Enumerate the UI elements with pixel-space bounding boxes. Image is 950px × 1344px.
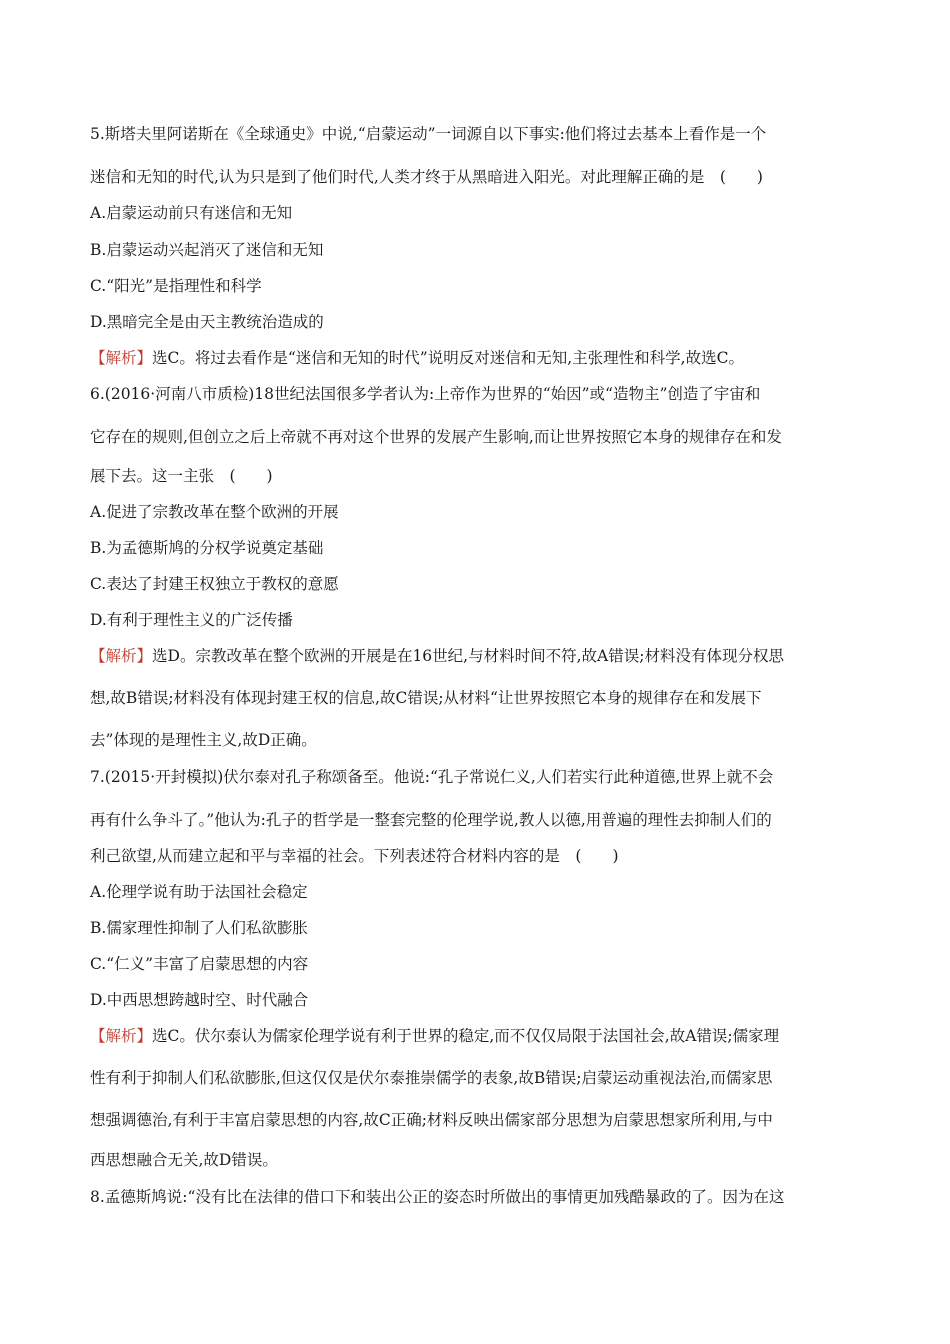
q7-option-b: B.儒家理性抑制了人们私欲膨胀 — [90, 919, 308, 937]
q6-analysis-text: 选D。宗教改革在整个欧洲的开展是在16世纪,与材料时间不符,故A错误;材料没有体现分权思 — [152, 647, 784, 665]
analysis-tag: 【解析】 — [90, 1027, 153, 1045]
q7-analysis-line-2: 性有利于抑制人们私欲膨胀,但这仅仅是伏尔泰推崇儒学的表象,故B错误;启蒙运动重视法治,而儒家思 — [90, 1069, 773, 1087]
analysis-tag: 【解析】 — [90, 647, 153, 665]
q5-option-a: A.启蒙运动前只有迷信和无知 — [90, 204, 293, 222]
q5-option-c: C.“阳光”是指理性和科学 — [90, 277, 262, 295]
q8-stem-line-1: 8.孟德斯鸠说:“没有比在法律的借口下和装出公正的姿态时所做出的事情更加残酷暴政的了。因为在这 — [90, 1188, 785, 1206]
q7-analysis-line-3: 想强调德治,有利于丰富启蒙思想的内容,故C正确;材料反映出儒家部分思想为启蒙思想家所利用,与中 — [90, 1111, 773, 1129]
q6-analysis-line-2: 想,故B错误;材料没有体现封建王权的信息,故C错误;从材料“让世界按照它本身的规律存在和发展下 — [90, 689, 762, 707]
q7-analysis-line-4: 西思想融合无关,故D错误。 — [90, 1151, 278, 1169]
q7-option-c: C.“仁义”丰富了启蒙思想的内容 — [90, 955, 309, 973]
q7-analysis-line-1 — [90, 1026, 779, 1046]
q7-analysis-text: 选C。伏尔泰认为儒家伦理学说有利于世界的稳定,而不仅仅局限于法国社会,故A错误;儒家理 — [152, 1027, 780, 1045]
q7-stem-line-3: 利己欲望,从而建立起和平与幸福的社会。下列表述符合材料内容的是 ( ) — [90, 847, 619, 865]
q6-stem-line-2: 它存在的规则,但创立之后上帝就不再对这个世界的发展产生影响,而让世界按照它本身的规律存在和发 — [90, 428, 782, 446]
q7-stem-line-1: 7.(2015·开封模拟)伏尔泰对孔子称颂备至。他说:“孔子常说仁义,人们若实行此种道德,世界上就不会 — [90, 768, 774, 786]
q5-analysis — [90, 348, 744, 368]
q5-stem-line-1: 5.斯塔夫里阿诺斯在《全球通史》中说,“启蒙运动”一词源自以下事实:他们将过去基本上看作是一个 — [90, 125, 767, 143]
q6-stem-line-3: 展下去。这一主张 ( ) — [90, 467, 273, 485]
q6-stem-line-1: 6.(2016·河南八市质检)18世纪法国很多学者认为:上帝作为世界的“始因”或“造物主”创造了宇宙和 — [90, 385, 761, 403]
q6-analysis-line-3: 去”体现的是理性主义,故D正确。 — [90, 731, 317, 749]
q5-stem-line-2: 迷信和无知的时代,认为只是到了他们时代,人类才终于从黑暗进入阳光。对此理解正确的是 ( ) — [90, 168, 763, 186]
q6-option-b: B.为孟德斯鸠的分权学说奠定基础 — [90, 539, 324, 557]
q5-option-b: B.启蒙运动兴起消灭了迷信和无知 — [90, 241, 324, 259]
q6-analysis-line-1 — [90, 646, 784, 666]
q6-option-c: C.表达了封建王权独立于教权的意愿 — [90, 575, 339, 593]
q7-option-a: A.伦理学说有助于法国社会稳定 — [90, 883, 308, 901]
analysis-tag: 【解析】 — [90, 349, 153, 367]
q5-option-d: D.黑暗完全是由天主教统治造成的 — [90, 313, 324, 331]
q7-option-d: D.中西思想跨越时空、时代融合 — [90, 991, 309, 1009]
q6-option-a: A.促进了宗教改革在整个欧洲的开展 — [90, 503, 339, 521]
q5-analysis-text: 选C。将过去看作是“迷信和无知的时代”说明反对迷信和无知,主张理性和科学,故选C。 — [152, 349, 744, 367]
q7-stem-line-2: 再有什么争斗了。”他认为:孔子的哲学是一整套完整的伦理学说,教人以德,用普遍的理性去抑制人们的 — [90, 811, 772, 829]
q6-option-d: D.有利于理性主义的广泛传播 — [90, 611, 293, 629]
